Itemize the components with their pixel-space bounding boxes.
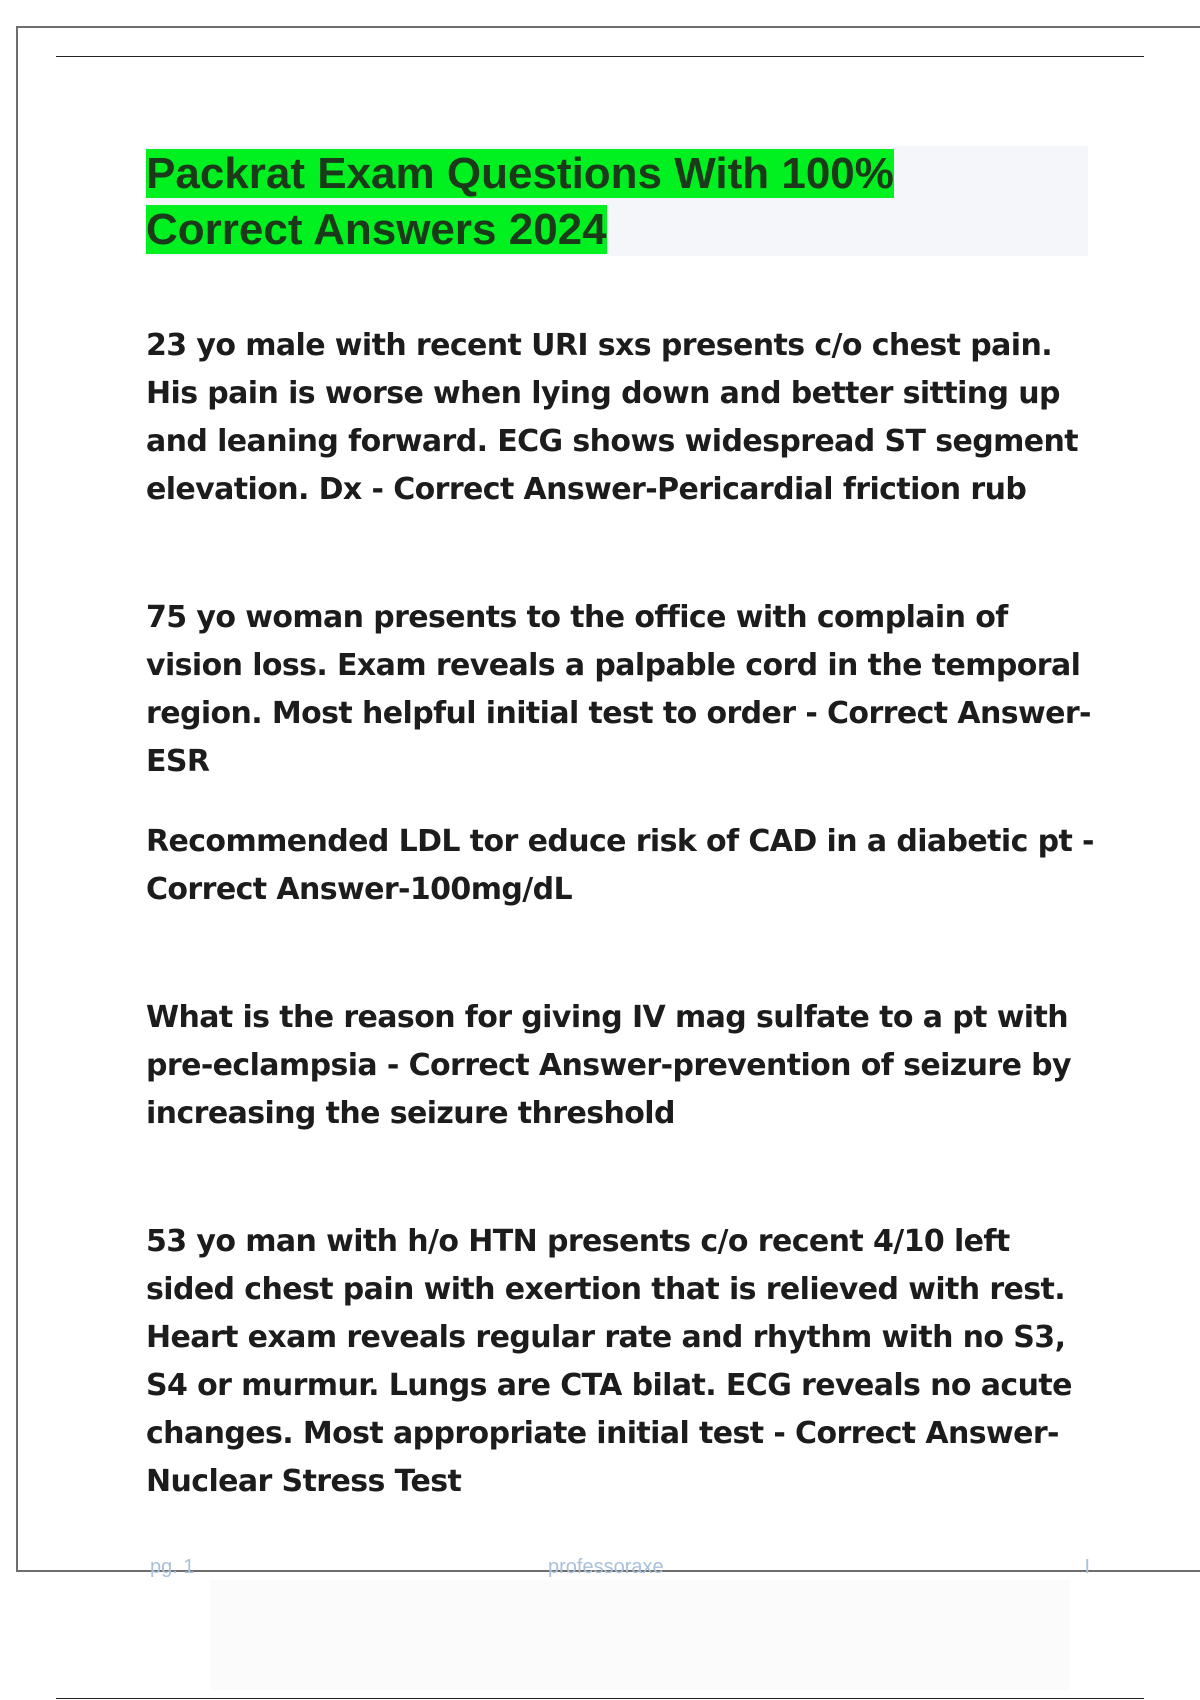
qa-item: 23 yo male with recent URI sxs presents c/o chest pain. His pain is worse when lying down and better sitting up and leaning forward. ECG shows widespread ST segment elevation. Dx - Correct Answer-Pericardial friction rub: [146, 328, 1079, 507]
footer-shade: [210, 1580, 1070, 1690]
footer-end-mark: I: [1084, 1556, 1090, 1578]
page-footer: [150, 1556, 1090, 1586]
title-highlight: Packrat Exam Questions With 100% Correct Answers 2024: [146, 149, 894, 254]
top-divider: [56, 56, 1144, 57]
footer-author: professoraxe: [548, 1556, 664, 1578]
bottom-divider: [56, 1698, 1144, 1699]
title-block: [146, 146, 1088, 256]
page-number: pg. 1: [150, 1556, 195, 1578]
qa-item: 53 yo man with h/o HTN presents c/o recent 4/10 left sided chest pain with exertion that is relieved with rest. Heart exam reveals regular rate and rhythm with no S3, S4 or murmur. Lungs are CTA bilat. ECG reveals no acute changes. Most appropriate initial test - Correct Answer-Nuclear Stress Test: [146, 1224, 1072, 1499]
qa-item: Recommended LDL tor educe risk of CAD in a diabetic pt - Correct Answer-100mg/dL: [146, 824, 1094, 907]
qa-item: 75 yo woman presents to the office with complain of vision loss. Exam reveals a palpable cord in the temporal region. Most helpful initial test to order - Correct Answer-ESR: [146, 600, 1091, 779]
document-title: [146, 146, 986, 258]
qa-item: What is the reason for giving IV mag sulfate to a pt with pre-eclampsia - Correct Answer-prevention of seizure by increasing the seizure threshold: [146, 1000, 1071, 1131]
